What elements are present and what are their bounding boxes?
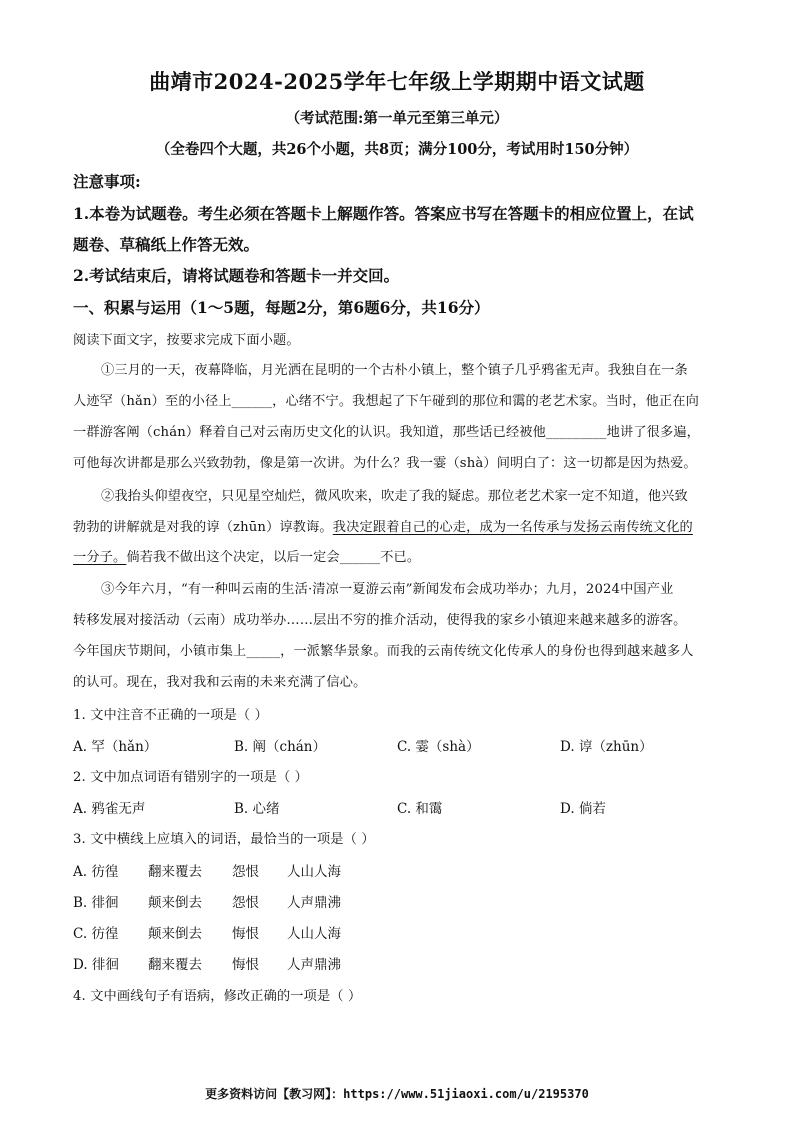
passage-text: 倘若我不做出这个决定，以后一定会______不已。 <box>126 550 421 565</box>
question-2-option-d[interactable]: D. 倘若 <box>560 801 606 817</box>
question-4-stem: 4. 文中画线句子有语病，修改正确的一项是（ ） <box>73 989 362 1004</box>
option-word: 颠来倒去 <box>148 926 202 942</box>
question-2-option-a[interactable]: A. 鸦雀无声 <box>73 801 146 817</box>
question-3-option-d[interactable] <box>73 953 341 973</box>
passage-p2-line <box>73 546 723 565</box>
section-1-heading: 一、积累与运用（1～5题，每题2分，第6题6分，共16分） <box>73 298 490 317</box>
question-2-option-b[interactable]: B. 心绪 <box>234 801 280 817</box>
underlined-sentence: 我决定跟着自己的心走，成为一名传承与发扬云南传统文化的 <box>332 520 693 535</box>
section-1-intro: 阅读下面文字，按要求完成下面小题。 <box>73 333 300 348</box>
notes-heading: 注意事项: <box>73 172 141 191</box>
underlined-sentence-end: 一分子。 <box>73 550 127 565</box>
passage-p2-line <box>73 516 723 535</box>
exam-scope: （考试范围:第一单元至第三单元） <box>285 110 509 127</box>
passage-p3-line: 今年国庆节期间，小镇市集上_____，一派繁华景象。而我的云南传统文化传承人的身份也得到越来越多人 <box>73 644 694 659</box>
question-3-stem: 3. 文中横线上应填入的词语，最恰当的一项是（ ） <box>73 832 375 847</box>
question-1-option-c[interactable]: C. 霎（shà） <box>397 739 480 755</box>
page-title: 曲靖市2024-2025学年七年级上学期期中语文试题 <box>149 69 645 94</box>
option-word: D. 徘徊 <box>73 957 119 973</box>
option-word: 人声鼎沸 <box>287 957 341 973</box>
passage-p1-line: ①三月的一天，夜幕降临，月光洒在昆明的一个古朴小镇上，整个镇子几乎鸦雀无声。我独自在一条 <box>101 363 688 378</box>
exam-info: （全卷四个大题，共26个小题，共8页；满分100分，考试用时150分钟） <box>155 141 639 158</box>
option-word: 翻来覆去 <box>148 957 202 973</box>
passage-p1-line: 可他每次讲都是那么兴致勃勃，像是第一次讲。为什么？我一霎（shà）间明白了：这一切都是因为热爱。 <box>73 456 697 471</box>
notes-item-2: 2.考试结束后，请将试题卷和答题卡一并交回。 <box>73 266 400 285</box>
option-word: 怨恨 <box>232 864 259 880</box>
question-2-option-c[interactable]: C. 和霭 <box>397 801 443 817</box>
question-3-option-a[interactable] <box>73 860 341 880</box>
option-word: A. 彷徨 <box>73 864 119 880</box>
question-1-stem: 1. 文中注音不正确的一项是（ ） <box>73 708 268 723</box>
question-1-option-a[interactable]: A. 罕（hǎn） <box>73 739 158 755</box>
question-1-option-d[interactable]: D. 谆（zhūn） <box>560 739 653 755</box>
passage-p1-line: 人迹罕（hǎn）至的小径上______，心绪不宁。我想起了下午碰到的那位和霭的老艺术家。当时，他正在向 <box>73 394 699 409</box>
question-3-option-b[interactable] <box>73 891 341 911</box>
footer-link[interactable]: 更多资料访问【教习网】：https://www.51jiaoxi.com/u/2195370 <box>205 1087 589 1101</box>
notes-item-1-line-1: 1.本卷为试题卷。考生必须在答题卡上解题作答。答案应书写在答题卡的相应位置上，在试 <box>73 204 694 223</box>
option-word: 翻来覆去 <box>148 864 202 880</box>
question-3-option-c[interactable] <box>73 922 341 942</box>
option-word: 悔恨 <box>232 926 259 942</box>
passage-p2-line: ②我抬头仰望夜空，只见星空灿烂，微风吹来，吹走了我的疑虑。那位老艺术家一定不知道，他兴致 <box>101 489 688 504</box>
question-1-option-b[interactable]: B. 阐（chán） <box>234 739 327 755</box>
passage-p3-line: 转移发展对接活动（云南）成功举办……层出不穷的推介活动，使得我的家乡小镇迎来越来越多的游客。 <box>73 613 687 628</box>
option-word: B. 徘徊 <box>73 895 119 911</box>
option-word: 人声鼎沸 <box>287 895 341 911</box>
passage-p3-line: 的认可。现在，我对我和云南的未来充满了信心。 <box>73 675 367 690</box>
passage-text: 勃勃的讲解就是对我的谆（zhūn）谆教诲。 <box>73 520 333 535</box>
option-word: 怨恨 <box>232 895 259 911</box>
notes-item-1-line-2: 题卷、草稿纸上作答无效。 <box>73 235 260 254</box>
option-word: 人山人海 <box>287 864 341 880</box>
option-word: 人山人海 <box>287 926 341 942</box>
passage-p1-line: 一群游客阐（chán）释着自己对云南历史文化的认识。我知道，那些话已经被他_________地讲了很多遍， <box>73 425 701 440</box>
option-word: 悔恨 <box>232 957 259 973</box>
option-word: C. 彷徨 <box>73 926 119 942</box>
option-word: 颠来倒去 <box>148 895 202 911</box>
question-2-stem: 2. 文中加点词语有错别字的一项是（ ） <box>73 770 308 785</box>
passage-p3-line: ③今年六月，“有一种叫云南的生活·清凉一夏游云南”新闻发布会成功举办；九月，2024中国产业 <box>101 582 674 597</box>
